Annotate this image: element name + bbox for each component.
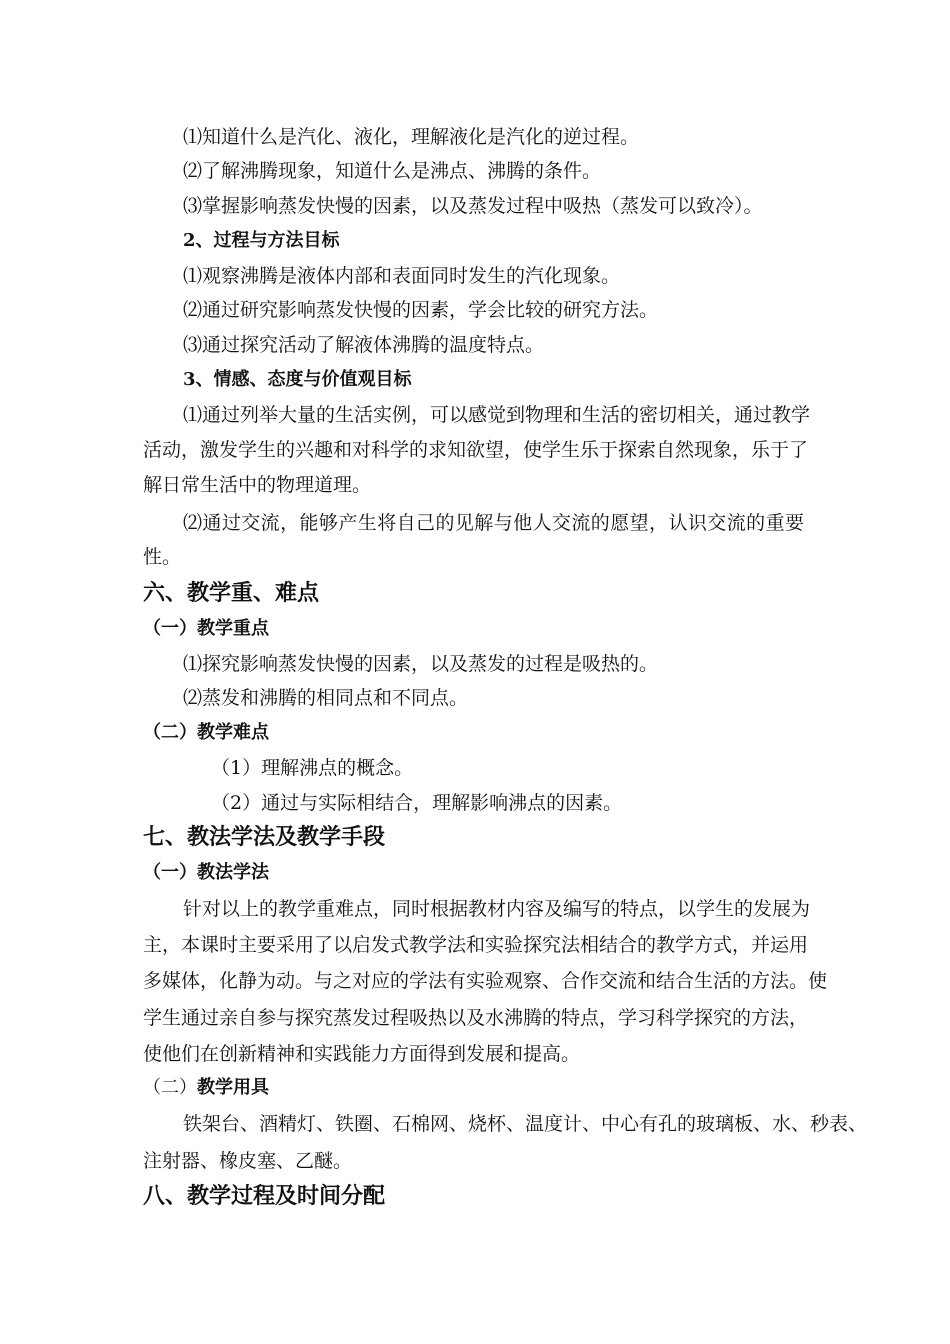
section-7-title: 七、教法学法及教学手段 [143, 824, 386, 850]
emotion-goal-2-line-2: 性。 [143, 546, 182, 568]
methods-text-line-2: 主，本课时主要采用了以启发式教学法和实验探究法相结合的教学方式，并运用 [143, 934, 809, 956]
key-points-heading: （一）教学重点 [143, 618, 269, 639]
methods-text-line-4: 学生通过亲自参与探究蒸发过程吸热以及水沸腾的特点，学习科学探究的方法， [143, 1007, 809, 1029]
tools-text-line-2: 注射器、橡皮塞、乙醚。 [143, 1150, 353, 1172]
difficult-point-1: （1）理解沸点的概念。 [211, 757, 414, 779]
difficult-point-2: （2）通过与实际相结合，理解影响沸点的因素。 [211, 792, 623, 814]
section-8-title: 八、教学过程及时间分配 [143, 1183, 386, 1209]
methods-heading: （一）教法学法 [143, 862, 269, 883]
key-point-1: ⑴探究影响蒸发快慢的因素，以及蒸发的过程是吸热的。 [183, 653, 659, 675]
difficult-points-heading: （二）教学难点 [143, 722, 269, 743]
tools-heading-text: 教学用具 [197, 1077, 269, 1098]
process-goal-1: ⑴观察沸腾是液体内部和表面同时发生的汽化现象。 [183, 265, 621, 287]
process-goals-heading: 2、过程与方法目标 [183, 230, 340, 251]
knowledge-goal-1: ⑴知道什么是汽化、液化，理解液化是汽化的逆过程。 [183, 126, 640, 148]
emotion-goal-1-line-3: 解日常生活中的物理道理。 [143, 474, 372, 496]
tools-text-line-1: 铁架台、酒精灯、铁圈、石棉网、烧杯、温度计、中心有孔的玻璃板、水、秒表、 [183, 1113, 868, 1135]
emotion-goal-1-line-1: ⑴通过列举大量的生活实例，可以感觉到物理和生活的密切相关，通过教学 [183, 404, 811, 426]
process-goal-3: ⑶通过探究活动了解液体沸腾的温度特点。 [183, 334, 545, 356]
process-goal-2: ⑵通过研究影响蒸发快慢的因素，学会比较的研究方法。 [183, 299, 659, 321]
key-point-2: ⑵蒸发和沸腾的相同点和不同点。 [183, 687, 469, 709]
section-6-title: 六、教学重、难点 [143, 580, 320, 606]
tools-heading-prefix: （二） [143, 1077, 197, 1098]
methods-text-line-5: 使他们在创新精神和实践能力方面得到发展和提高。 [143, 1043, 581, 1065]
emotion-goal-1-line-2: 活动，激发学生的兴趣和对科学的求知欲望，使学生乐于探索自然现象，乐于了 [143, 439, 809, 461]
methods-text-line-1: 针对以上的教学重难点，同时根据教材内容及编写的特点，以学生的发展为 [183, 898, 811, 920]
tools-heading [143, 1076, 269, 1100]
methods-text-line-3: 多媒体，化静为动。与之对应的学法有实验观察、合作交流和结合生活的方法。使 [143, 970, 828, 992]
emotion-goal-2-line-1: ⑵通过交流，能够产生将自己的见解与他人交流的愿望，认识交流的重要 [183, 512, 804, 534]
knowledge-goal-2: ⑵了解沸腾现象，知道什么是沸点、沸腾的条件。 [183, 160, 602, 182]
emotion-goals-heading: 3、情感、态度与价值观目标 [183, 369, 412, 390]
knowledge-goal-3: ⑶掌握影响蒸发快慢的因素，以及蒸发过程中吸热（蒸发可以致冷）。 [183, 195, 763, 217]
